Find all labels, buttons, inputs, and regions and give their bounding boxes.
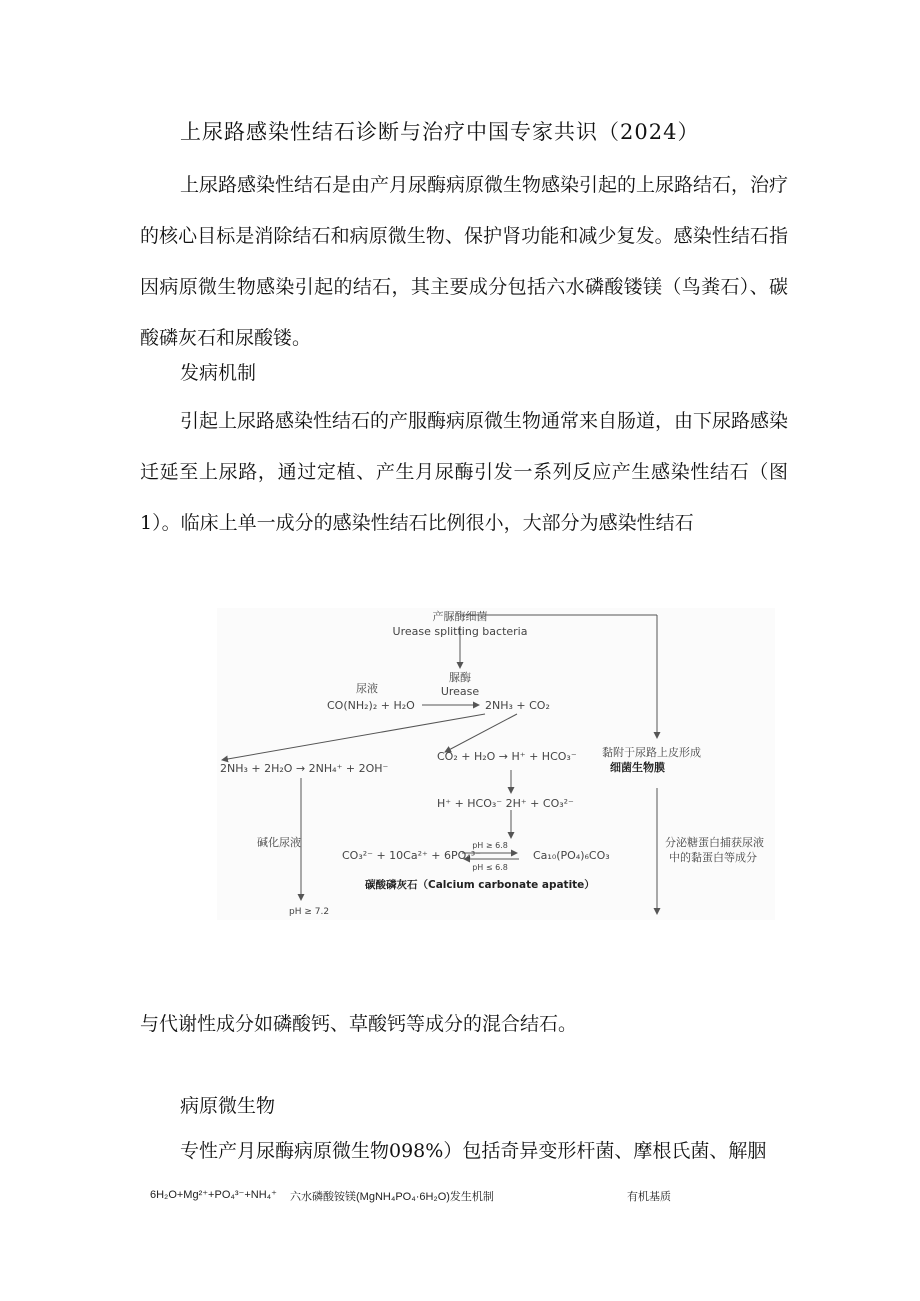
figure-1-mechanism-diagram xyxy=(217,608,775,920)
footer-organic-matrix: 有机基质 xyxy=(627,1191,671,1203)
urine-label: 尿液 xyxy=(356,682,378,695)
footer-equation: 6H₂O+Mg²⁺+PO₄³⁻+NH₄⁺ xyxy=(150,1189,277,1201)
equation-urea: CO(NH₂)₂ + H₂O xyxy=(327,699,415,712)
glycoprotein-label-line2: 中的黏蛋白等成分 xyxy=(669,851,757,864)
alkaline-urine-label: 碱化尿液 xyxy=(257,836,301,849)
equation-apatite-left: CO₃²⁻ + 10Ca²⁺ + 6PO₄³⁻ xyxy=(342,849,481,862)
pathogen-paragraph-block xyxy=(140,1126,788,1177)
intro-paragraph: 上尿路感染性结石是由产月尿酶病原微生物感染引起的上尿路结石，治疗的核心目标是消除结石和病原微生物、保护肾功能和减少复发。感染性结石指因病原微生物感染引起的结石，其主要成分包括六水磷酸镂镁（鸟粪石）、碳酸磷灰石和尿酸镂。 xyxy=(140,174,789,349)
equation-apatite-right: Ca₁₀(PO₄)₆CO₃ xyxy=(533,849,610,862)
footer-caption: 六水磷酸铵镁(MgNH₄PO₄·6H₂O)发生机制 xyxy=(290,1191,494,1203)
mechanism-diagram-svg xyxy=(217,608,775,920)
document-title: 上尿路感染性结石诊断与治疗中国专家共识（2024） xyxy=(180,120,700,144)
section-heading-pathogenesis: 发病机制 xyxy=(180,362,257,384)
glycoprotein-label-line1: 分泌糖蛋白捕获尿液 xyxy=(665,836,764,849)
continuation-paragraph: 与代谢性成分如磷酸钙、草酸钙等成分的混合结石。 xyxy=(140,1013,578,1035)
biofilm-label-line2: 细菌生物膜 xyxy=(610,761,665,774)
urease-en-label: Urease xyxy=(440,685,480,698)
continuation-paragraph-block xyxy=(140,999,788,1050)
section-heading-pathogens: 病原微生物 xyxy=(180,1095,276,1117)
equation-bicarbonate: H⁺ + HCO₃⁻ 2H⁺ + CO₃²⁻ xyxy=(437,797,574,810)
intro-paragraph-block xyxy=(140,160,788,364)
mechanism-paragraph: 引起上尿路感染性结石的产服酶病原微生物通常来自肠道，由下尿路感染迁延至上尿路，通过定植、产生月尿酶引发一系列反应产生感染性结石（图1）。临床上单一成分的感染性结石比例很小，大部分为感染性结石 xyxy=(140,410,789,534)
equation-co2: CO₂ + H₂O → H⁺ + HCO₃⁻ xyxy=(437,750,577,763)
ph-72-label: pH ≥ 7.2 xyxy=(289,907,330,917)
bacteria-en-label: Urease splitting bacteria xyxy=(392,625,528,638)
equation-products: 2NH₃ + CO₂ xyxy=(485,699,550,712)
urease-cn-label: 脲酶 xyxy=(449,671,471,684)
ph-ge-68-label: pH ≥ 6.8 xyxy=(472,841,508,850)
equation-ammonia: 2NH₃ + 2H₂O → 2NH₄⁺ + 2OH⁻ xyxy=(220,762,389,775)
bacteria-cn-label: 产脲酶细菌 xyxy=(432,610,488,623)
ph-le-68-label: pH ≤ 6.8 xyxy=(472,863,508,872)
mechanism-paragraph-block xyxy=(140,396,788,549)
pathogen-paragraph: 专性产月尿酶病原微生物098%）包括奇异变形杆菌、摩根氏菌、解胭 xyxy=(180,1140,767,1162)
arrow-to-co2 xyxy=(445,714,517,752)
apatite-label: 碳酸磷灰石（Calcium carbonate apatite） xyxy=(365,879,595,891)
biofilm-label-line1: 黏附于尿路上皮形成 xyxy=(602,746,701,759)
